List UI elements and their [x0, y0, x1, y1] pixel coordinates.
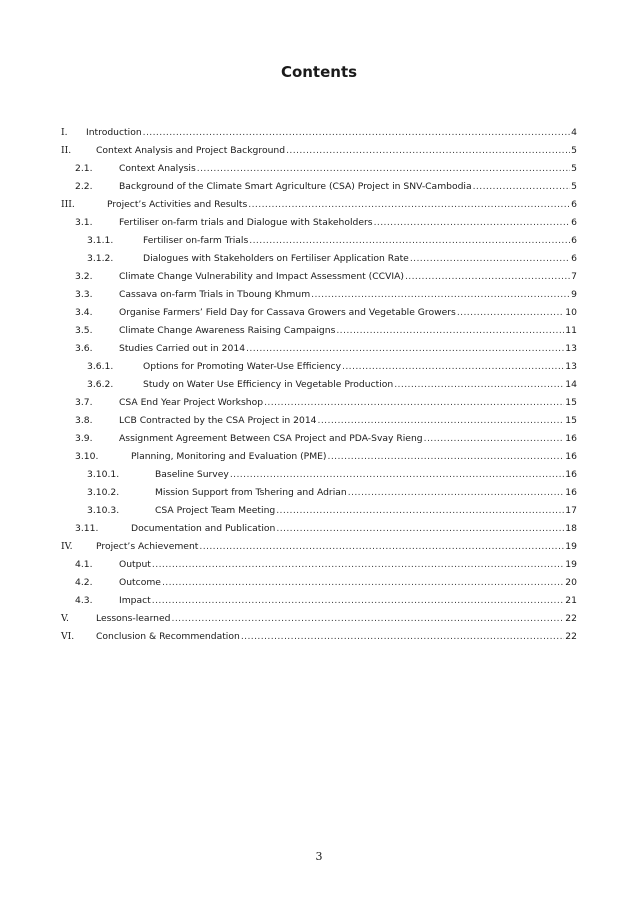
- toc-entry-page: 9: [571, 289, 577, 300]
- toc-entry-number: 3.6.1.: [87, 361, 114, 372]
- dot-leader: [424, 433, 565, 445]
- toc-entry-number: 3.4.: [75, 307, 93, 318]
- toc-entry[interactable]: [87, 250, 577, 265]
- toc-entry[interactable]: [61, 538, 577, 553]
- toc-entry-page: 4: [571, 127, 577, 138]
- toc-entry[interactable]: [75, 322, 577, 337]
- toc-entry-page: 15: [565, 397, 577, 408]
- page-number: 3: [315, 850, 323, 863]
- toc-entry[interactable]: [75, 286, 577, 301]
- toc-entry-number: 3.8.: [75, 415, 93, 426]
- toc-entry-page: 5: [571, 181, 577, 192]
- toc-entry[interactable]: [75, 574, 577, 589]
- toc-entry-label: Background of the Climate Smart Agriculture (CSA) Project in SNV-Cambodia: [119, 181, 472, 192]
- toc-entry[interactable]: [87, 358, 577, 373]
- toc-entry-label: Conclusion & Recommendation: [96, 631, 240, 642]
- toc-entry-page: 16: [565, 433, 577, 444]
- dot-leader: [328, 451, 565, 463]
- toc-entry-page: 13: [565, 343, 577, 354]
- dot-leader: [348, 487, 565, 499]
- dot-leader: [473, 181, 571, 193]
- toc-entry-page: 20: [565, 577, 577, 588]
- dot-leader: [342, 361, 564, 373]
- toc-entry[interactable]: [61, 124, 577, 139]
- toc-entry-label: Organise Farmers’ Field Day for Cassava Growers and Vegetable Growers: [119, 307, 456, 318]
- dot-leader: [374, 217, 571, 229]
- toc-entry-label: CSA End Year Project Workshop: [119, 397, 264, 408]
- dot-leader: [162, 577, 564, 589]
- toc-entry-number: VI.: [61, 631, 75, 642]
- toc-entry-page: 15: [565, 415, 577, 426]
- toc-entry[interactable]: [75, 556, 577, 571]
- toc-entry-page: 13: [565, 361, 577, 372]
- dot-leader: [264, 397, 564, 409]
- toc-entry-label: Fertiliser on-farm Trials: [143, 235, 249, 246]
- dot-leader: [410, 253, 570, 265]
- toc-entry-label: Context Analysis and Project Background: [96, 145, 286, 156]
- toc-entry[interactable]: [75, 520, 577, 535]
- toc-entry-number: 2.1.: [75, 163, 93, 174]
- toc-entry[interactable]: [87, 376, 577, 391]
- toc-entry-page: 6: [571, 253, 577, 264]
- toc-entry-label: Project’s Activities and Results: [107, 199, 248, 210]
- toc-entry-label: Outcome: [119, 577, 161, 588]
- toc-entry-page: 5: [571, 145, 577, 156]
- toc-entry-label: Lessons-learned: [96, 613, 171, 624]
- toc-entry-number: 3.3.: [75, 289, 93, 300]
- toc-entry-number: 2.2.: [75, 181, 93, 192]
- toc-entry-number: 3.10.1.: [87, 469, 120, 480]
- toc-entry-page: 16: [565, 469, 577, 480]
- toc-entry-number: 3.11.: [75, 523, 99, 534]
- toc-entry-number: 3.6.: [75, 343, 93, 354]
- toc-entry[interactable]: [87, 466, 577, 481]
- dot-leader: [286, 145, 570, 157]
- toc-entry-page: 11: [565, 325, 577, 336]
- toc-entry[interactable]: [75, 304, 577, 319]
- dot-leader: [318, 415, 565, 427]
- toc-entry-number: 4.1.: [75, 559, 93, 570]
- toc-entry-number: 3.10.: [75, 451, 99, 462]
- toc-entry-number: II.: [61, 145, 72, 156]
- toc-entry-page: 14: [565, 379, 577, 390]
- toc-entry[interactable]: [61, 142, 577, 157]
- toc-entry-number: III.: [61, 199, 75, 210]
- toc-entry[interactable]: [87, 484, 577, 499]
- toc-entry-page: 5: [571, 163, 577, 174]
- toc-entry-number: 3.10.3.: [87, 505, 120, 516]
- toc-entry[interactable]: [75, 340, 577, 355]
- toc-entry-number: IV.: [61, 541, 73, 552]
- toc-entry-number: 3.1.2.: [87, 253, 114, 264]
- toc-entry[interactable]: [87, 502, 577, 517]
- toc-entry-number: I.: [61, 127, 68, 138]
- toc-entry-label: CSA Project Team Meeting: [155, 505, 276, 516]
- dot-leader: [457, 307, 564, 319]
- toc-entry-page: 16: [565, 451, 577, 462]
- dot-leader: [230, 469, 564, 481]
- dot-leader: [152, 559, 564, 571]
- toc-entry-label: Fertiliser on-farm trials and Dialogue with Stakeholders: [119, 217, 373, 228]
- toc-entry-page: 6: [571, 235, 577, 246]
- toc-entry[interactable]: [87, 232, 577, 247]
- toc-entry[interactable]: [61, 628, 577, 643]
- toc-entry-label: LCB Contracted by the CSA Project in 2014: [119, 415, 317, 426]
- toc-entry-label: Studies Carried out in 2014: [119, 343, 246, 354]
- toc-entry[interactable]: [75, 448, 577, 463]
- toc-entry-label: Assignment Agreement Between CSA Project and PDA-Svay Rieng: [119, 433, 423, 444]
- dot-leader: [172, 613, 565, 625]
- toc-entry-label: Project’s Achievement: [96, 541, 199, 552]
- toc-entry-page: 6: [571, 217, 577, 228]
- toc-entry-number: 3.7.: [75, 397, 93, 408]
- dot-leader: [248, 199, 570, 211]
- toc-entry-label: Output: [119, 559, 151, 570]
- toc-entry-label: Documentation and Publication: [131, 523, 276, 534]
- toc-entry-page: 19: [565, 541, 577, 552]
- toc-entry-page: 16: [565, 487, 577, 498]
- toc-entry-label: Impact: [119, 595, 151, 606]
- toc-entry-page: 19: [565, 559, 577, 570]
- toc-entry-page: 10: [565, 307, 577, 318]
- toc-entry-label: Mission Support from Tshering and Adrian: [155, 487, 347, 498]
- dot-leader: [197, 163, 570, 175]
- toc-entry[interactable]: [75, 178, 577, 193]
- toc-entry-page: 22: [565, 631, 577, 642]
- toc-entry-label: Climate Change Vulnerability and Impact Assessment (CCVIA): [119, 271, 404, 282]
- toc-entry-label: Introduction: [86, 127, 142, 138]
- toc-entry-label: Climate Change Awareness Raising Campaigns: [119, 325, 336, 336]
- toc-entry-page: 21: [565, 595, 577, 606]
- dot-leader: [246, 343, 564, 355]
- dot-leader: [152, 595, 565, 607]
- toc-entry-number: 4.3.: [75, 595, 93, 606]
- dot-leader: [276, 523, 564, 535]
- toc-entry-number: 3.9.: [75, 433, 93, 444]
- toc-entry-page: 17: [565, 505, 577, 516]
- toc-entry-number: 3.6.2.: [87, 379, 114, 390]
- toc-entry-number: 3.2.: [75, 271, 93, 282]
- dot-leader: [143, 127, 571, 139]
- dot-leader: [336, 325, 564, 337]
- toc-entry-number: 4.2.: [75, 577, 93, 588]
- toc-entry-label: Baseline Survey: [155, 469, 229, 480]
- toc-entry[interactable]: [75, 268, 577, 283]
- dot-leader: [276, 505, 564, 517]
- toc-entry-label: Options for Promoting Water-Use Efficiency: [143, 361, 342, 372]
- toc-entry-label: Context Analysis: [119, 163, 196, 174]
- toc-entry[interactable]: [75, 430, 577, 445]
- dot-leader: [241, 631, 564, 643]
- toc-entry-number: 3.1.: [75, 217, 93, 228]
- toc-entry-page: 6: [571, 199, 577, 210]
- toc-entry[interactable]: [75, 394, 577, 409]
- toc-entry-page: 7: [571, 271, 577, 282]
- toc-entry-number: V.: [61, 613, 69, 624]
- dot-leader: [311, 289, 570, 301]
- toc-entry-number: 3.10.2.: [87, 487, 120, 498]
- toc-entry[interactable]: [75, 592, 577, 607]
- toc-entry[interactable]: [75, 160, 577, 175]
- toc-entry[interactable]: [75, 412, 577, 427]
- toc-entry-label: Cassava on-farm Trials in Tboung Khmum: [119, 289, 311, 300]
- toc-entry-page: 22: [565, 613, 577, 624]
- toc-entry[interactable]: [61, 610, 577, 625]
- toc-entry[interactable]: [61, 196, 577, 211]
- toc-entry-label: Planning, Monitoring and Evaluation (PME): [131, 451, 327, 462]
- toc-entry-page: 18: [565, 523, 577, 534]
- toc-entry-label: Dialogues with Stakeholders on Fertiliser Application Rate: [143, 253, 409, 264]
- toc-entry-number: 3.1.1.: [87, 235, 114, 246]
- toc-entry-label: Study on Water Use Efficiency in Vegetable Production: [143, 379, 394, 390]
- toc-entry[interactable]: [75, 214, 577, 229]
- page-title: Contents: [280, 63, 358, 81]
- dot-leader: [249, 235, 570, 247]
- dot-leader: [199, 541, 564, 553]
- toc-entry-number: 3.5.: [75, 325, 93, 336]
- dot-leader: [394, 379, 564, 391]
- dot-leader: [405, 271, 570, 283]
